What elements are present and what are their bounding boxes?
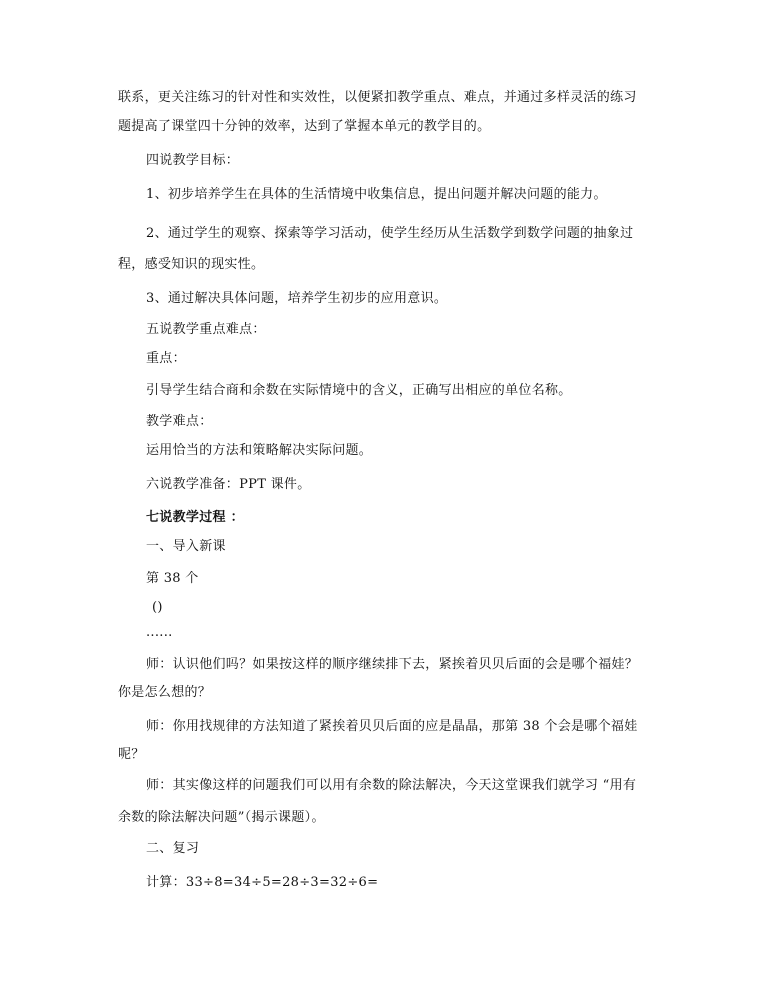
ellipsis: ......: [146, 625, 173, 640]
difficulty-text: 运用恰当的方法和策略解决实际问题。: [146, 443, 373, 458]
paragraph-line: 联系，更关注练习的针对性和实效性，以便紧扣教学重点、难点，并通过多样灵活的练习: [118, 90, 637, 105]
teacher-dialogue-continued: 你是怎么想的？: [118, 685, 212, 700]
key-point-text: 引导学生结合商和余数在实际情境中的含义，正确写出相应的单位名称。: [146, 383, 572, 398]
subsection-heading: 一、导入新课: [146, 539, 226, 554]
teacher-dialogue: 师：认识他们吗？如果按这样的顺序继续排下去，紧挨着贝贝后面的会是哪个福娃？: [146, 657, 639, 672]
section-heading: 六说教学准备：PPT 课件。: [146, 477, 311, 492]
sequence-item: 第 38 个: [146, 571, 199, 586]
section-heading: 四说教学目标：: [146, 153, 240, 168]
paragraph-line: 题提高了课堂四十分钟的效率，达到了掌握本单元的教学目的。: [118, 119, 491, 134]
key-point-label: 重点：: [146, 351, 186, 366]
section-heading: 五说教学重点难点：: [146, 322, 266, 337]
goal-item-continued: 程，感受知识的现实性。: [118, 257, 265, 272]
difficulty-label: 教学难点：: [146, 414, 213, 429]
calculation-exercise: 计算：33÷8=34÷5=28÷3=32÷6=: [146, 875, 379, 890]
teacher-dialogue: 师：其实像这样的问题我们可以用有余数的除法解决，今天这堂课我们就学习 “用有: [146, 778, 637, 793]
blank-parentheses: (): [152, 600, 163, 615]
teacher-dialogue-continued: 呢？: [118, 747, 145, 762]
teacher-dialogue: 师：你用找规律的方法知道了紧挨着贝贝后面的应是晶晶，那第 38 个会是哪个福娃: [146, 719, 638, 734]
goal-item: 3、通过解决具体问题，培养学生初步的应用意识。: [146, 291, 448, 306]
subsection-heading: 二、复习: [146, 841, 200, 856]
section-heading: 七说教学过程 ：: [146, 510, 244, 525]
goal-item: 2、通过学生的观察、探索等学习活动，使学生经历从生活数学到数学问题的抽象过: [146, 226, 634, 241]
teacher-dialogue-continued: 余数的除法解决问题”（揭示课题）。: [118, 810, 325, 825]
goal-item: 1、初步培养学生在具体的生活情境中收集信息，提出问题并解决问题的能力。: [146, 187, 607, 202]
